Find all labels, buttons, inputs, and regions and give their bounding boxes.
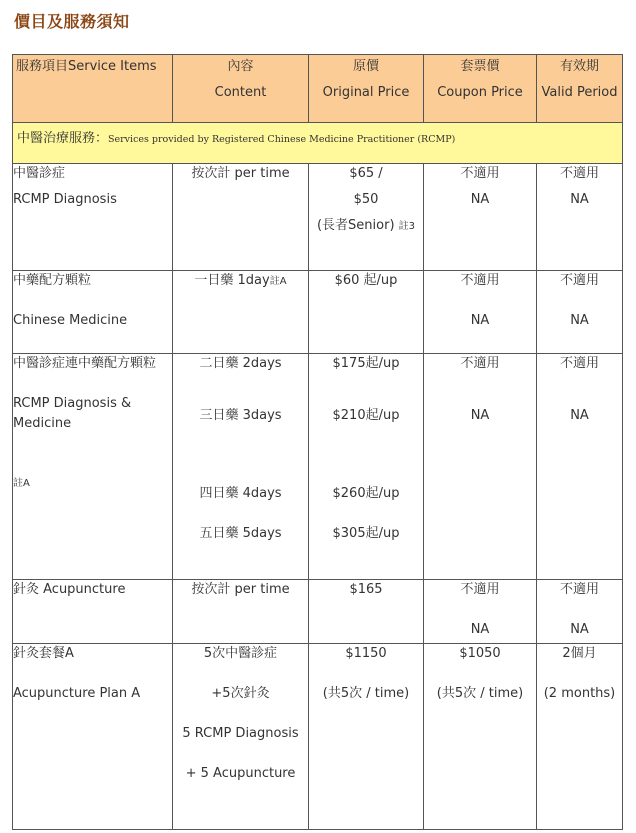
header-original-zh: 原價 (352, 59, 379, 74)
content-line-4: + 5 Acupuncture (185, 766, 296, 781)
content-line-1: 二日藥 2days (199, 356, 282, 371)
valid-period-cell (537, 354, 623, 580)
header-content-en: Content (214, 85, 267, 100)
content-cell (173, 580, 309, 644)
item-name-zh: 針灸套餐A (13, 646, 74, 661)
price-line-2: (共5次 / time) (322, 686, 410, 701)
header-coupon-zh: 套票價 (460, 59, 500, 74)
service-item-cell (13, 580, 173, 644)
original-price-cell (309, 644, 424, 830)
price-line-2: $210起/up (332, 408, 400, 423)
header-content-zh: 內容 (227, 59, 254, 74)
item-name-zh: 中醫診症 (13, 166, 66, 181)
table-row (13, 271, 623, 354)
price-text: $165 (349, 582, 383, 597)
content-line-3: 四日藥 4days (199, 486, 282, 501)
service-item-cell (13, 354, 173, 580)
table-row (13, 354, 623, 580)
header-valid-en: Valid Period (541, 85, 618, 100)
table-row (13, 164, 623, 271)
content-text: 一日藥 1day (194, 273, 270, 288)
valid-line-1: 2個月 (562, 646, 597, 661)
header-service-items (13, 55, 173, 123)
coupon-price-cell (424, 271, 537, 354)
coupon-text: 不適用 (460, 166, 500, 181)
price-line-1: $1150 (345, 646, 387, 661)
original-price-cell (309, 271, 424, 354)
coupon-text: 不適用 (460, 273, 500, 288)
coupon-text-en: NA (470, 622, 490, 637)
valid-text: 不適用 (559, 582, 599, 597)
coupon-text: 不適用 (460, 582, 500, 597)
content-note: 註A (269, 276, 287, 287)
service-item-cell (13, 644, 173, 830)
section-label-zh: 中醫治療服務： (17, 131, 109, 146)
price-line-3: (長者Senior) (316, 218, 395, 233)
service-item-cell (13, 164, 173, 271)
header-content (173, 55, 309, 123)
coupon-price-cell (424, 164, 537, 271)
header-original-price (309, 55, 424, 123)
coupon-text: 不適用 (460, 356, 500, 371)
header-coupon-en: Coupon Price (437, 85, 523, 100)
content-text: 按次計 per time (191, 582, 290, 597)
coupon-price-cell (424, 580, 537, 644)
content-line-1: 5次中醫診症 (203, 646, 278, 661)
coupon-text-en: NA (470, 192, 490, 207)
coupon-line-1: $1050 (459, 646, 501, 661)
item-name-en: Chinese Medicine (13, 313, 128, 328)
table-row (13, 644, 623, 830)
coupon-line-2: (共5次 / time) (436, 686, 524, 701)
coupon-text-en: NA (470, 408, 490, 423)
price-table (12, 54, 623, 830)
header-valid-zh: 有效期 (559, 59, 599, 74)
item-name-en: RCMP Diagnosis (13, 192, 117, 207)
coupon-price-cell (424, 354, 537, 580)
original-price-cell (309, 580, 424, 644)
item-name-zh: 中藥配方顆粒 (13, 273, 92, 288)
price-line-1: $65 / (349, 166, 383, 181)
item-name-zh: 中醫診症連中藥配方顆粒 (13, 356, 157, 371)
valid-line-2: (2 months) (543, 686, 616, 701)
header-valid-period (537, 55, 623, 123)
section-label (13, 123, 623, 164)
valid-text-en: NA (570, 313, 589, 328)
table-row (13, 580, 623, 644)
valid-text-en: NA (570, 408, 589, 423)
item-name-en: RCMP Diagnosis & Medicine (13, 396, 132, 431)
content-line-4: 五日藥 5days (199, 526, 282, 541)
table-header-row (13, 55, 623, 123)
price-text: $60 起/up (334, 273, 398, 288)
valid-text-en: NA (570, 192, 589, 207)
valid-text: 不適用 (559, 356, 599, 371)
content-cell (173, 271, 309, 354)
valid-period-cell (537, 164, 623, 271)
content-text: 按次計 per time (191, 166, 290, 181)
price-note: 註3 (398, 221, 416, 232)
price-line-1: $175起/up (332, 356, 400, 371)
header-items-label: 服務項目Service Items (16, 59, 157, 74)
original-price-cell (309, 164, 424, 271)
coupon-text-en: NA (470, 313, 490, 328)
header-coupon-price (424, 55, 537, 123)
price-line-4: $305起/up (332, 526, 400, 541)
valid-text: 不適用 (559, 166, 599, 181)
content-cell (173, 644, 309, 830)
coupon-price-cell (424, 644, 537, 830)
content-line-2: 三日藥 3days (199, 408, 282, 423)
price-line-3: $260起/up (332, 486, 400, 501)
service-item-cell (13, 271, 173, 354)
item-name-en: Acupuncture Plan A (13, 686, 141, 701)
page-title: 價目及服務須知 (14, 12, 130, 31)
item-note: 註A (13, 478, 30, 489)
item-name: 針灸 Acupuncture (13, 582, 126, 597)
section-row-tcm (13, 123, 623, 164)
content-cell (173, 354, 309, 580)
content-line-2: +5次針灸 (211, 686, 270, 701)
price-line-2: $50 (353, 192, 379, 207)
content-line-3: 5 RCMP Diagnosis (182, 726, 299, 741)
header-original-en: Original Price (322, 85, 410, 100)
content-cell (173, 164, 309, 271)
valid-period-cell (537, 271, 623, 354)
valid-period-cell (537, 644, 623, 830)
valid-text-en: NA (570, 622, 589, 637)
valid-period-cell (537, 580, 623, 644)
section-label-en: Services provided by Registered Chinese Medicine Practitioner (RCMP) (108, 134, 456, 145)
original-price-cell (309, 354, 424, 580)
valid-text: 不適用 (559, 273, 599, 288)
